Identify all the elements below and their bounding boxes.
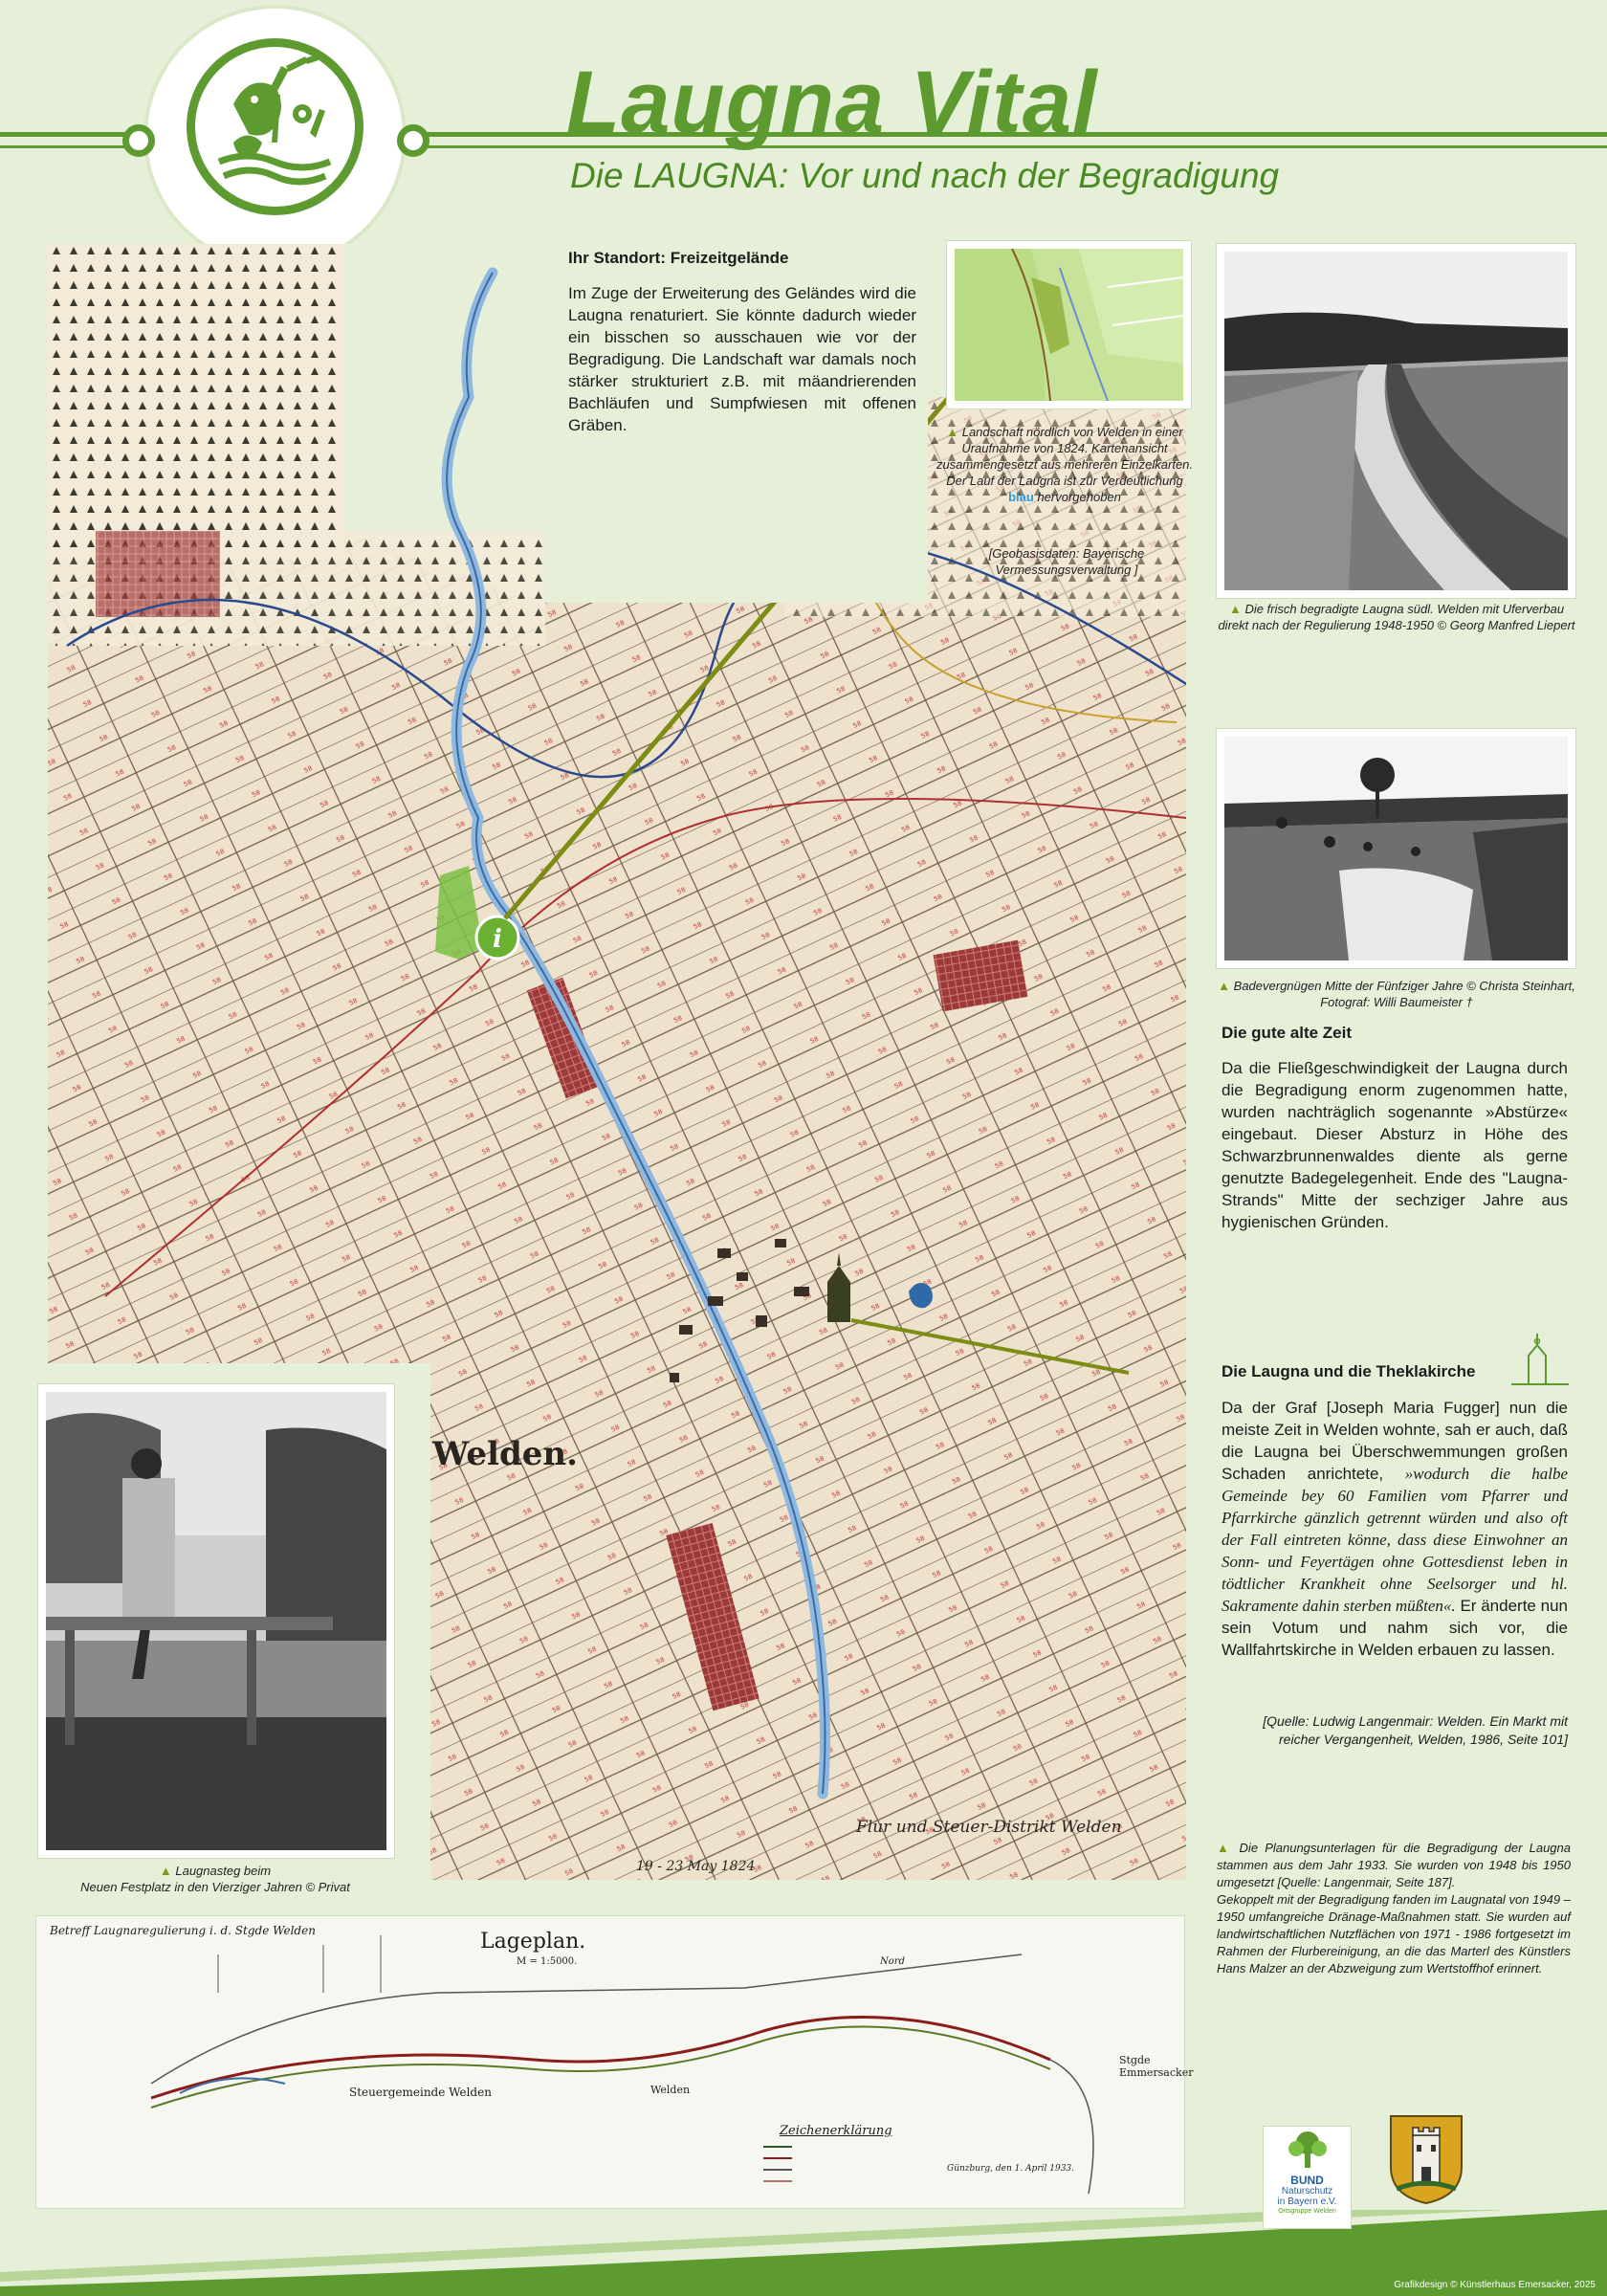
- svg-text:i: i: [493, 925, 502, 954]
- bund-line2: Naturschutz: [1281, 2186, 1333, 2197]
- standort-text: Im Zuge der Erweiterung des Geländes wird die Laugna renaturiert. Sie könnte dadurch wieder ein bisschen so ausschauen wie vor der Begradigung. Die Landschaft war damals noch stärker strukturiert z.B. mit mäandrierenden Bachläufen und Sumpfwiesen mit offenen Gräben.: [568, 284, 916, 434]
- footer-credit: Grafikdesign © Künstlerhaus Emersacker, 2025: [1394, 2280, 1596, 2290]
- logo-right-dot: [397, 124, 429, 157]
- modern-map-thumbnail: [955, 249, 1183, 401]
- thekla-source: [Quelle: Ludwig Langenmair: Welden. Ein Markt mit reicher Vergangenheit, Welden, 1986, Seite 101]: [1263, 1713, 1568, 1747]
- page-subtitle: Die LAUGNA: Vor und nach der Begradigung: [570, 156, 1280, 195]
- lageplan-emmersacker: Stgde Emmersacker: [1119, 2054, 1194, 2079]
- planung-text: ▲ Die Planungsunterlagen für die Begradigung der Laugna stammen aus dem Jahr 1933. Sie wurden von 1948 bis 1950 umgesetzt [Quelle: Langenmair, Seite 187]. Gekoppelt mit der Begradigung fanden im Laugnatal von 1949 – 1950 umfangreiche Dränage-Maßnahmen statt. Sie wurden auf landwirtschaftlichen Nutzflächen von 1971 - 1986 fortgesetzt im Rahmen der Flurbereinigung, an die das Marterl des Künstlers Hans Malzer an der Abzweigung zum Wertstoffhof erinnert.: [1217, 1841, 1571, 1976]
- photo-woman-caption: ▲ Laugnasteg beim Neuen Festplatz in den Vierziger Jahren © Privat: [80, 1864, 350, 1894]
- photo-bathing-frame: [1217, 729, 1575, 968]
- bund-line3: in Bayern e.V.: [1277, 2197, 1337, 2207]
- lageplan-welden: Welden: [650, 2084, 691, 2096]
- stork-frog-flower-icon: [195, 47, 355, 207]
- bund-line4: Ortsgruppe Welden: [1278, 2208, 1336, 2215]
- gute-zeit-heading: Die gute alte Zeit: [1222, 1024, 1353, 1042]
- triangle-marker-icon: ▲: [946, 425, 962, 439]
- lageplan-gemeinde: Steuergemeinde Welden: [349, 2086, 492, 2099]
- photo-bathing: [1224, 737, 1568, 960]
- church-outline-icon: [1511, 1332, 1569, 1387]
- bund-line1: BUND: [1290, 2174, 1324, 2187]
- photo-canal-caption: ▲ Die frisch begradigte Laugna südl. Welden mit Uferverbau direkt nach der Regulierung 1948-1950 © Georg Manfred Liepert: [1218, 602, 1575, 632]
- lageplan-nord-label: Nord: [880, 1956, 905, 1967]
- blau-highlight: blau: [1008, 490, 1034, 504]
- triangle-marker-icon: ▲: [1218, 979, 1234, 993]
- map-label-date: 19 - 23 May 1824: [636, 1859, 756, 1874]
- lageplan-header: Betreff Laugnaregulierung i. d. Stgde Welden: [50, 1924, 316, 1937]
- lageplan-scale: M = 1:5000.: [517, 1956, 578, 1967]
- standort-heading: Ihr Standort: Freizeitgelände: [568, 249, 789, 267]
- logo-emblem: [187, 38, 363, 215]
- lageplan-legend-title: Zeichenerklärung: [780, 2124, 892, 2138]
- triangle-marker-icon: ▲: [159, 1864, 176, 1878]
- triangle-marker-icon: ▲: [1228, 602, 1245, 616]
- map-label-district: Flur und Steuer-Distrikt Welden: [856, 1818, 1122, 1837]
- gute-zeit-text: Da die Fließgeschwindigkeit der Laugna durch die Begradigung enorm zugenommen hatte, wurden nachträglich sogenannte »Abstürze« eingebaut. Dieser Absturz in Höhe des Schwarzbrunnenwaldes diente als gerne genutzte Badegelegenheit. Ende des "Laugna-Strands" Mitte der sechziger Jahre aus hygienischen Gründen.: [1222, 1059, 1568, 1231]
- inset-map-caption: ▲ Landschaft nördlich von Welden in einer Uraufnahme von 1824. Kartenansicht zusammengesetzt aus mehreren Einzelkarten. Der Lauf der Laugna ist zur Verdeutlichung blau hervorgehoben: [936, 425, 1194, 504]
- welden-coat-of-arms: [1389, 2114, 1464, 2205]
- lageplan-title: Lageplan.: [480, 1930, 586, 1954]
- inset-map-frame: [947, 241, 1191, 408]
- tree-icon: [1279, 2130, 1336, 2170]
- photo-canal: [1224, 252, 1568, 590]
- page-title: Laugna Vital: [566, 54, 1098, 151]
- inset-map-source: [Geobasisdaten: Bayerische Vermessungsverwaltung ]: [988, 546, 1145, 577]
- footer-swoosh: [0, 2210, 1607, 2296]
- thekla-heading: Die Laugna und die Theklakirche: [1222, 1362, 1476, 1380]
- photo-woman-frame: [38, 1384, 394, 1858]
- triangle-marker-icon: ▲: [1217, 1841, 1240, 1855]
- logo-left-dot: [122, 124, 155, 157]
- map-label-welden: Welden.: [432, 1435, 578, 1473]
- photo-woman-bridge: [46, 1392, 386, 1850]
- photo-canal-frame: [1217, 244, 1575, 598]
- photo-bathing-caption: ▲ Badevergnügen Mitte der Fünfziger Jahre © Christa Steinhart, Fotograf: Willi Baumeister †: [1218, 979, 1575, 1009]
- bund-logo: [1263, 2126, 1352, 2229]
- thekla-quote: »wodurch die halbe Gemeinde bey 60 Familien vom Pfarrer und Pfarrkirche gänzlich getrennt würden und also oft der Fall eintreten könne, dass diese Einwohner an Sonn- und Feyertägen ohne Gottesdienst leben in tödtlicher Krankheit ohne Seelsorger und hl. Sakramente dahin sterben müßten«.: [1222, 1465, 1569, 1615]
- thekla-text: Da der Graf [Joseph Maria Fugger] nun die meiste Zeit in Welden wohnte, sah er auch, daß die Laugna bei Überschwemmungen großen Schaden anrichtete, »wodurch die halbe Gemeinde bey 60 Familien vom Pfarrer und Pfarrkirche gänzlich getrennt würden und also oft der Fall eintreten könne, dass diese Einwohner an Sonn- und Feyertägen ohne Gottesdienst leben in tödtlicher Krankheit ohne Seelsorger und hl. Sakramente dahin sterben müßten«. Er änderte nun sein Votum und nahm sich vor, die Wallfahrtskirche in Welden erbauen zu lassen.: [1222, 1399, 1569, 1659]
- lageplan-date: Günzburg, den 1. April 1933.: [947, 2164, 1075, 2174]
